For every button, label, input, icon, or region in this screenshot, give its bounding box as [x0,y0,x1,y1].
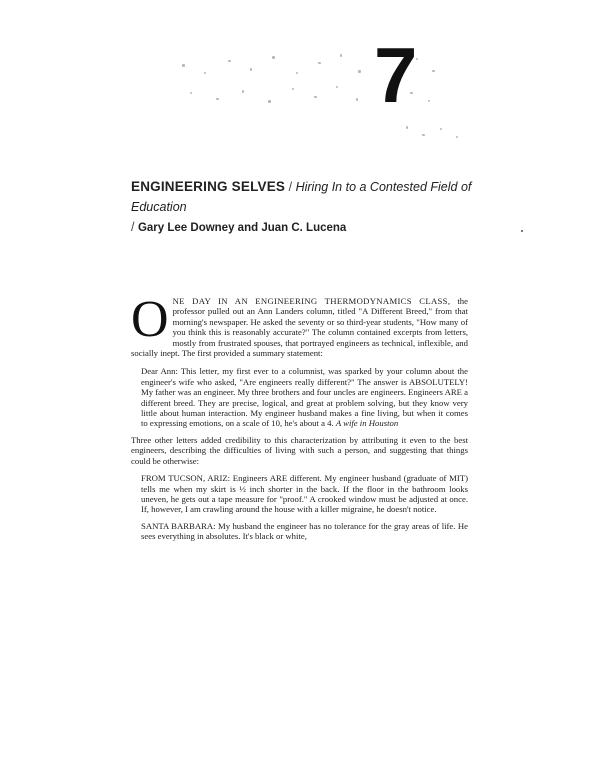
chapter-title: ENGINEERING SELVES [131,179,286,194]
margin-mark [521,230,523,232]
quote-letter-3: SANTA BARBARA: My husband the engineer has no tolerance for the gray areas of life. He sees everything in absolutes. It's black or white, [141,520,468,542]
chapter-title-block [131,177,491,238]
quote-1-text: Dear Ann: This letter, my first ever to a columnist, was sparked by your column about the engineer's wife who asked, "Are engineers really different?" The answer is ABSOLUTELY! My father was an engineer. My three brothers and four uncles are engineers. Engineers ARE a different breed. They are precise, logical, and great at problem solving, but they know very little about human interaction. My engineer husband makes a fine living, but when it comes to expressing emotions, on a scale of 10, he's about a 4. [141,366,468,429]
chapter-number: 7 [374,31,416,119]
quote-1-attribution: A wife in Houston [335,418,399,429]
body-text [131,291,468,548]
paragraph-2: Three other letters added credibility to this characterization by attributing it even to the best engineers, describing the difficulties of living with such a person, and suggesting that things could be otherwise: [131,434,468,466]
chapter-subtitle: Hiring In to a Contested Field of Education [131,180,472,214]
chapter-authors: Gary Lee Downey and Juan C. Lucena [137,222,347,234]
opening-smallcaps: NE DAY IN AN ENGINEERING THERMODYNAMICS CLASS, [172,296,451,306]
drop-cap: O [131,291,169,348]
quote-letter-1 [141,366,468,428]
quote-letter-2: FROM TUCSON, ARIZ: Engineers ARE different. My engineer husband (graduate of MIT) tells me when my skirt is ½ inch shorter in the back. If the floor in the bathroom looks uneven, he gets out a tape measure for "proof." A crooked window must be adjusted at once. If, however, I am crawling around the house with a killer migraine, he doesn't notice. [141,473,468,515]
opening-text: the professor pulled out an Ann Landers column, titled "A Different Breed," from that morning's newspaper. He asked the seventy or so third-year students, "How many of you think this is reasonably accurate?" The column contained excerpts from letters, mostly from frustrated spouses, that portrayed engineers as technical, inflexible, and socially inept. The first provided a summary statement: [131,296,468,359]
chapter-ornament [170,31,470,152]
title-separator: / [288,180,293,194]
opening-paragraph [131,291,468,359]
authors-separator: / [131,220,135,234]
